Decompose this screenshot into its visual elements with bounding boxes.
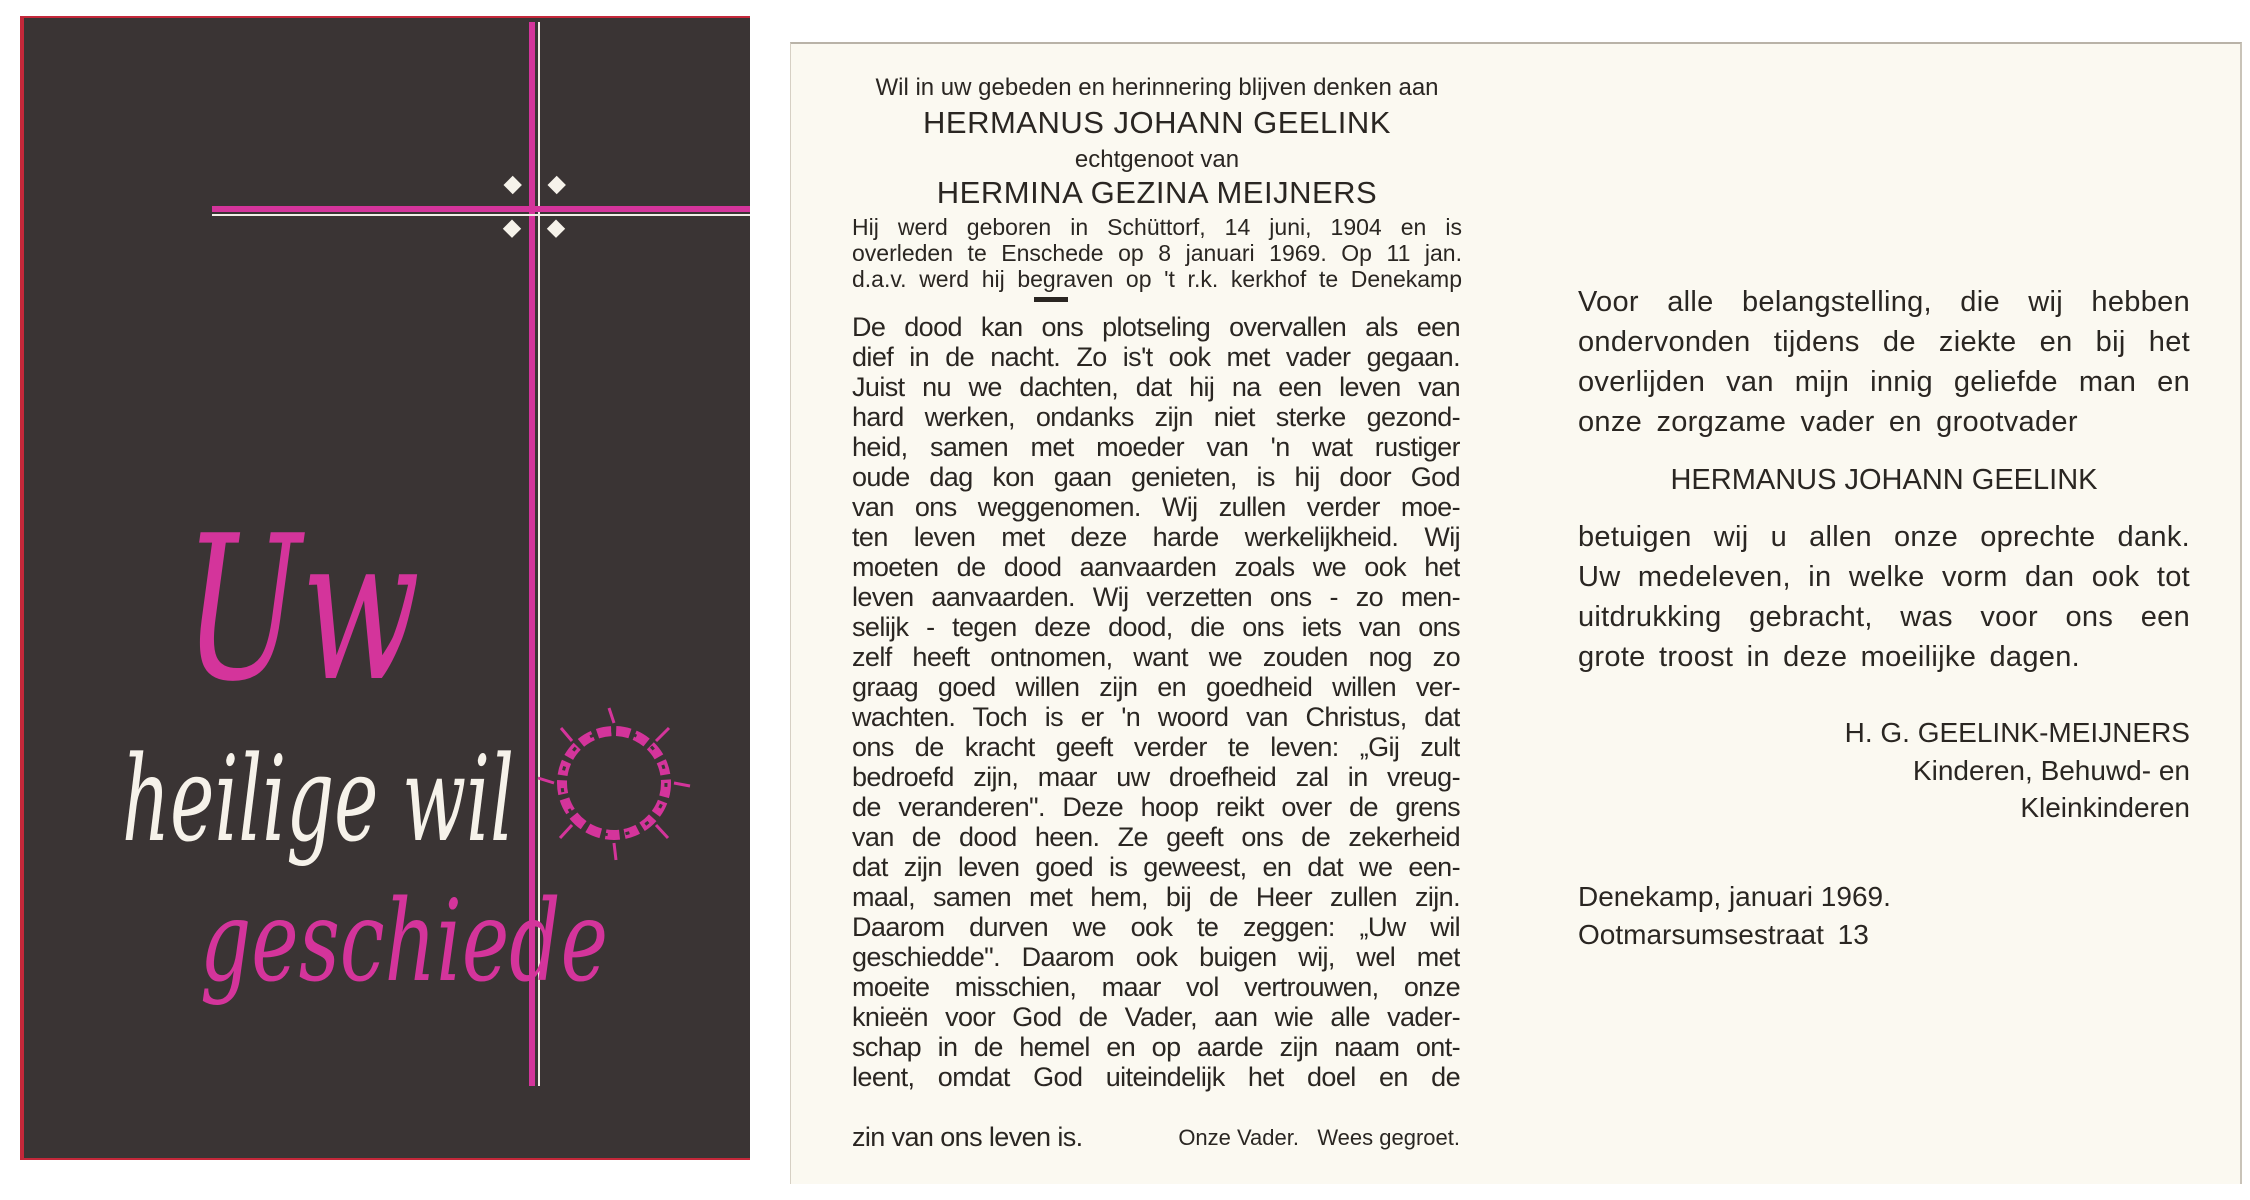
address: Ootmarsumsestraat 13 <box>1578 919 1869 950</box>
title-heilige-wil: heilige wil <box>122 730 514 868</box>
body-line: oude dag kon gaan genieten, is hij door God <box>852 462 1460 492</box>
signatory-children: Kinderen, Behuwd- en <box>1912 755 2190 786</box>
body-line: leven aanvaarden. Wij verzetten ons - zo men- <box>852 582 1460 612</box>
closing-line <box>852 1122 1460 1154</box>
thanks-line: ondervonden tijdens de ziekte en bij het <box>1578 326 2190 358</box>
body-line: wachten. Toch is er 'n woord van Christus, dat <box>852 702 1460 732</box>
body-line: bedroefd zijn, maar uw droefheid zal in vreug- <box>852 762 1460 792</box>
body-line: schap in de hemel en op aarde zijn naam ont- <box>852 1032 1460 1062</box>
thanks-paragraph-2 <box>1578 517 2190 677</box>
relation-line: echtgenoot van <box>1074 146 1240 173</box>
thanks-line: Voor alle belangstelling, die wij hebben <box>1578 286 2190 318</box>
body-line: moeite misschien, maar vol vertrouwen, onze <box>852 972 1460 1002</box>
title-geschiede: geschiede <box>200 877 608 1007</box>
body-line: moeten de dood aanvaarden zoals we ook het <box>852 552 1460 582</box>
body-line: knieën voor God de Vader, aan wie alle vader- <box>852 1002 1460 1032</box>
thanks-deceased-name: HERMANUS JOHANN GEELINK <box>1670 464 2098 496</box>
thanks-paragraph-1 <box>1578 282 2190 442</box>
thanks-line: betuigen wij u allen onze oprechte dank. <box>1578 521 2190 553</box>
bio-line: overleden te Enschede op 8 januari 1969. Op 11 jan. <box>852 240 1462 266</box>
card-front-artwork <box>24 18 750 1158</box>
body-line: De dood kan ons plotseling overvallen als een <box>852 312 1460 342</box>
body-line: graag goed willen zijn en goedheid willen ver- <box>852 672 1460 702</box>
body-line: de veranderen". Deze hoop reikt over de grens <box>852 792 1460 822</box>
thanks-line: Uw medeleven, in welke vorm dan ook tot <box>1578 561 2190 593</box>
memorial-body-text <box>852 312 1460 1092</box>
body-line: van ons weggenomen. Wij zullen verder moe- <box>852 492 1460 522</box>
signatory-widow: H. G. GEELINK-MEIJNERS <box>1844 717 2190 748</box>
thanks-line: uitdrukking gebracht, was voor ons een <box>1578 601 2190 633</box>
body-line: dief in de nacht. Zo is't ook met vader gegaan. <box>852 342 1460 372</box>
body-line: hard werken, ondanks zijn niet sterke gezond- <box>852 402 1460 432</box>
thanks-line: overlijden van mijn innig geliefde man en <box>1578 366 2190 398</box>
body-line: van de dood heen. Ze geeft ons de zekerheid <box>852 822 1460 852</box>
prayers-text: Onze Vader. Wees gegroet. <box>1178 1125 1460 1150</box>
memorial-card-front <box>20 16 750 1160</box>
place-date: Denekamp, januari 1969. <box>1578 881 1891 912</box>
bio-line: Hij werd geboren in Schüttorf, 14 juni, 1904 en is <box>852 214 1462 240</box>
body-line: Juist nu we dachten, dat hij na een leven van <box>852 372 1460 402</box>
closing-text: zin van ons leven is. <box>852 1122 1083 1152</box>
body-line: maal, samen met hem, bij de Heer zullen zijn. <box>852 882 1460 912</box>
thanks-line: onze zorgzame vader en grootvader <box>1578 406 2078 438</box>
deceased-name: HERMANUS JOHANN GEELINK <box>923 105 1391 140</box>
body-line: leent, omdat God uiteindelijk het doel en de <box>852 1062 1460 1092</box>
body-line: dat zijn leven goed is geweest, en dat we een- <box>852 852 1460 882</box>
divider-rule <box>1034 297 1068 302</box>
body-line: selijk - tegen deze dood, die ons iets van ons <box>852 612 1460 642</box>
body-line: heid, samen met moeder van 'n wat rustiger <box>852 432 1460 462</box>
title-uw: Uw <box>184 493 420 726</box>
intro-line: Wil in uw gebeden en herinnering blijven denken aan <box>875 74 1439 101</box>
body-line: Daarom durven we ook te zeggen: „Uw wil <box>852 912 1460 942</box>
thanks-line: grote troost in deze moeilijke dagen. <box>1578 641 2080 673</box>
bio-line: d.a.v. werd hij begraven op 't r.k. kerkhof te Denekamp <box>852 266 1462 292</box>
body-line: zelf heeft ontnomen, want we zouden nog zo <box>852 642 1460 672</box>
body-line: geschiedde". Daarom ook buigen wij, wel met <box>852 942 1460 972</box>
signatories <box>1578 714 2190 826</box>
body-line: ten leven met deze harde werkelijkheid. Wij <box>852 522 1460 552</box>
spouse-name: HERMINA GEZINA MEIJNERS <box>936 175 1378 210</box>
body-line: ons de kracht geeft verder te leven: „Gij zult <box>852 732 1460 762</box>
signatory-grandchildren: Kleinkinderen <box>2020 792 2190 823</box>
bio-block <box>852 214 1462 292</box>
